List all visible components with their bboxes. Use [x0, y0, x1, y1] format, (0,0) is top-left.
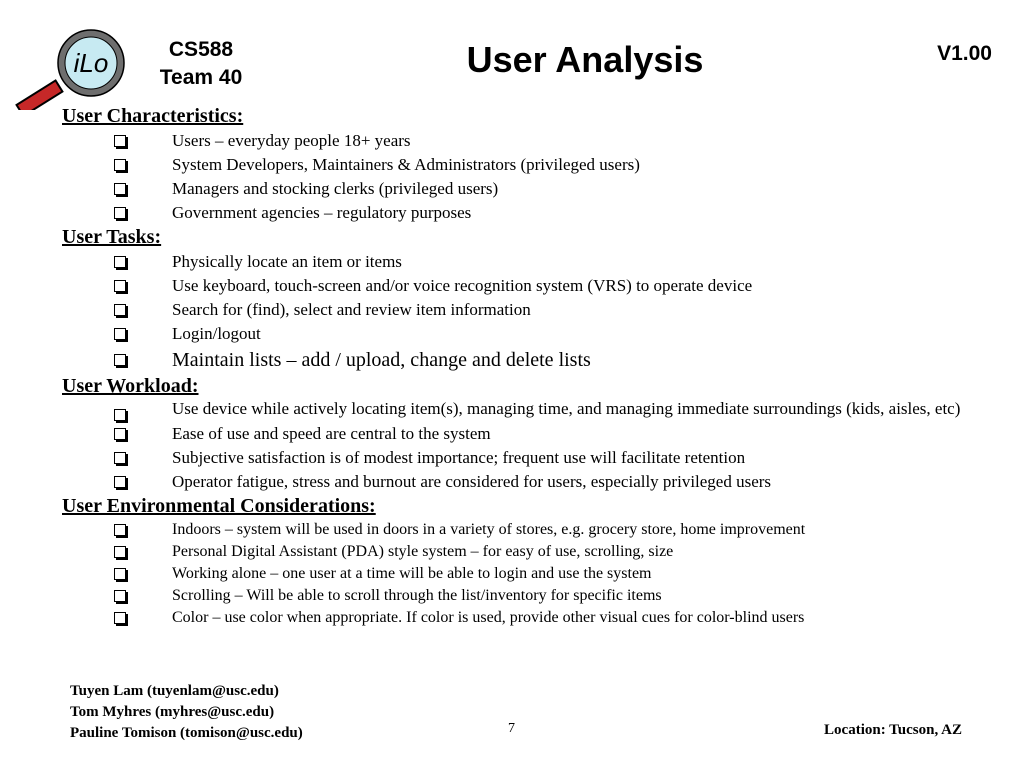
list-item: Search for (find), select and review item information: [62, 298, 1002, 322]
section-user-characteristics: [62, 104, 1002, 225]
list-item: Login/logout: [62, 322, 1002, 346]
checkbox-bullet-icon: [114, 476, 126, 488]
list-item: Managers and stocking clerks (privileged users): [62, 177, 1002, 201]
checkbox-bullet-icon: [114, 159, 126, 171]
team-name: Team 40: [159, 66, 243, 89]
list-item: Scrolling – Will be able to scroll through the list/inventory for specific items: [62, 585, 1002, 607]
section-heading: User Characteristics:: [62, 105, 244, 127]
checkbox-bullet-icon: [114, 256, 126, 268]
list-item: System Developers, Maintainers & Administrators (privileged users): [62, 153, 1002, 177]
author-line: Tuyen Lam (tuyenlam@usc.edu): [70, 683, 279, 699]
slide-content: [62, 104, 1002, 629]
list-item: Personal Digital Assistant (PDA) style system – for easy of use, scrolling, size: [62, 541, 1002, 563]
course-code: CS588: [168, 38, 234, 61]
checkbox-bullet-icon: [114, 524, 126, 536]
author-line: Tom Myhres (myhres@usc.edu): [70, 704, 275, 720]
section-heading: User Environmental Considerations:: [62, 495, 376, 517]
list-item: Use keyboard, touch-screen and/or voice recognition system (VRS) to operate device: [62, 274, 1002, 298]
list-item: Color – use color when appropriate. If color is used, provide other visual cues for color-blind users: [62, 607, 1002, 629]
checkbox-bullet-icon: [114, 280, 126, 292]
list-item: Indoors – system will be used in doors in a variety of stores, e.g. grocery store, home improvement: [62, 519, 1002, 541]
slide-title: User Analysis: [466, 39, 704, 80]
list-item: Subjective satisfaction is of modest importance; frequent use will facilitate retention: [62, 446, 1002, 470]
checkbox-bullet-icon: [114, 546, 126, 558]
list-item: Physically locate an item or items: [62, 250, 1002, 274]
section-user-workload: [62, 374, 1002, 494]
list-item: Use device while actively locating item(s), managing time, and managing immediate surroundings (kids, aisles, etc): [62, 399, 1002, 419]
section-user-environmental-considerations: [62, 494, 1002, 629]
version-label: V1.00: [937, 42, 992, 65]
author-line: Pauline Tomison (tomison@usc.edu): [70, 725, 303, 741]
list-item: Government agencies – regulatory purposes: [62, 201, 1002, 225]
page-number: 7: [508, 721, 515, 736]
checkbox-bullet-icon: [114, 328, 126, 340]
checkbox-bullet-icon: [114, 428, 126, 440]
section-heading: User Tasks:: [62, 226, 162, 248]
footer-location: Location: Tucson, AZ: [824, 722, 962, 738]
logo-text: iLo: [73, 48, 109, 78]
list-item: Operator fatigue, stress and burnout are considered for users, especially privileged users: [62, 470, 1002, 494]
checkbox-bullet-icon: [114, 207, 126, 219]
checkbox-bullet-icon: [114, 183, 126, 195]
checkbox-bullet-icon: [114, 612, 126, 624]
checkbox-bullet-icon: [114, 354, 126, 366]
list-item: Users – everyday people 18+ years: [62, 129, 1002, 153]
section-heading: User Workload:: [62, 375, 199, 397]
footer-authors: [70, 681, 303, 744]
checkbox-bullet-icon: [114, 409, 126, 421]
checkbox-bullet-icon: [114, 452, 126, 464]
list-item: Ease of use and speed are central to the system: [62, 422, 1002, 446]
section-user-tasks: [62, 225, 1002, 374]
list-item: Working alone – one user at a time will be able to login and use the system: [62, 563, 1002, 585]
checkbox-bullet-icon: [114, 135, 126, 147]
checkbox-bullet-icon: [114, 568, 126, 580]
checkbox-bullet-icon: [114, 590, 126, 602]
list-item: Maintain lists – add / upload, change and delete lists: [62, 346, 1002, 374]
checkbox-bullet-icon: [114, 304, 126, 316]
